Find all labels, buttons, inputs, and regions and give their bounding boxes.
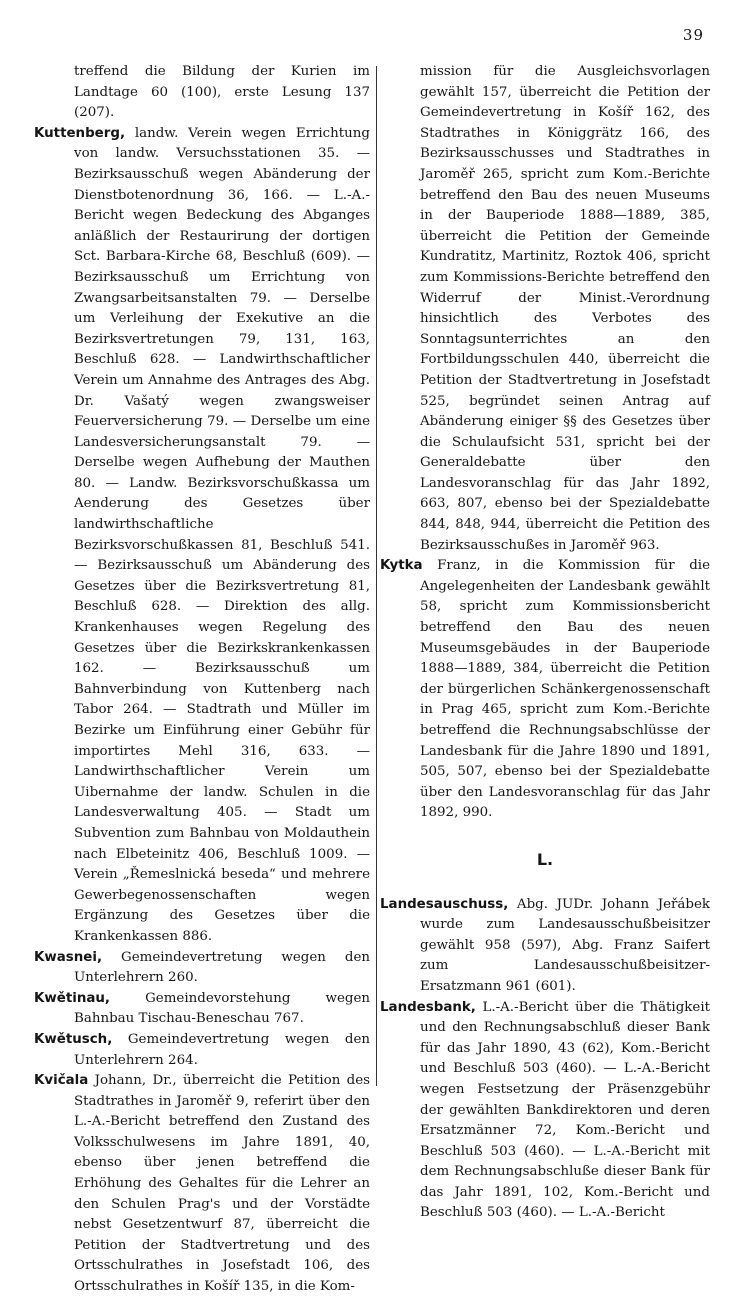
right-column: [380, 62, 710, 1224]
entry-keyword: Kuttenberg,: [34, 125, 126, 141]
index-entry: [34, 1030, 370, 1071]
entry-keyword: Kwětinau,: [34, 990, 111, 1006]
entry-keyword: Kytka: [380, 558, 423, 574]
index-entry: [34, 62, 370, 124]
entry-text: treffend die Bildung der Kurien im Landtage 60 (100), erste Lesung 137 (207).: [74, 64, 370, 121]
index-entry: [34, 948, 370, 989]
entry-text: Gemeindevertretung wegen den Unterlehrern 260.: [74, 949, 370, 986]
entry-text: Gemeindevorstehung wegen Bahnbau Tischau-Beneschau 767.: [74, 990, 370, 1027]
entry-keyword: Kvičala: [34, 1073, 89, 1089]
entry-text: Gemeindevertretung wegen den Unterlehrern 264.: [74, 1031, 370, 1068]
section-heading: L.: [536, 849, 554, 869]
page-number: 39: [682, 26, 704, 44]
entry-keyword: Kwasnei,: [34, 949, 103, 965]
left-column: [34, 62, 370, 1298]
index-entry: [34, 989, 370, 1030]
index-entry: [34, 124, 370, 948]
index-entry: [380, 895, 710, 998]
entry-text: L.-A.-Bericht über die Thätigkeit und den Rechnungsabschluß dieser Bank für das Jahr 1890, 43 (62), Kom.-Bericht und Beschluß 503 (460). — L.-A.-Bericht wegen Festsetzung der Präsenzgebühr der gewählten Bankdirektoren und deren Ersatzmänner 72, Kom.-Bericht und Beschluß 503 (460). — L.-A.-Bericht mit dem Rechnungsabschluße dieser Bank für das Jahr 1891, 102, Kom.-Bericht und Beschluß 503 (460). — L.-A.-Bericht: [420, 999, 710, 1221]
entry-keyword: Landesbank,: [380, 999, 476, 1015]
column-divider: [376, 66, 377, 1086]
entry-text: Franz, in die Kommission für die Angelegenheiten der Landesbank gewählt 58, spricht zum Kommissionsbericht betreffend den Bau des neuen Museumsgebäudes in der Bauperiode 1888—1889, 384, überreicht die Petition der bürgerlichen Schänkergenossenschaft in Prag 465, spricht zum Kom.-Berichte betreffend die Rechnungsabschlüsse der Landesbank für die Jahre 1890 und 1891, 505, 507, ebenso bei der Spezialdebatte über den Landesvoranschlag für das Jahr 1892, 990.: [420, 558, 710, 821]
entry-text: Johann, Dr., überreicht die Petition des Stadtrathes in Jaroměř 9, referirt über den L.-A.-Bericht betreffend den Zustand des Volksschulwesens im Jahre 1891, 40, ebenso über jenen betreffend die Erhöhung des Gehaltes für die Lehrer an den Schulen Prag's und der Vorstädte nebst Gesetzentwurf 87, überreicht die Petition der Stadtvertretung und des Ortsschulrathes in Josefstadt 106, des Ortsschulrathes in Košíř 135, in die Kom-: [74, 1073, 370, 1295]
entry-text: Abg. JUDr. Johann Jeřábek wurde zum Landesausschußbeisitzer gewählt 958 (597), Abg. Franz Saifert zum Landesausschußbeisitzer-Ersatzmann 961 (601).: [420, 896, 710, 994]
entry-keyword: Landesauschuss,: [380, 896, 509, 912]
index-entry: [34, 1071, 370, 1298]
index-entry: [380, 556, 710, 824]
index-entry: [380, 62, 710, 556]
entry-keyword: Kwětusch,: [34, 1031, 113, 1047]
entry-text: mission für die Ausgleichsvorlagen gewählt 157, überreicht die Petition der Gemeindevertretung in Košíř 162, des Stadtrathes in Königgrätz 166, des Bezirksausschusses und Stadtrathes in Jaroměř 265, spricht zum Kom.-Berichte betreffend den Bau des neuen Museums in der Bauperiode 1888—1889, 385, überreicht die Petition der Gemeinde Kundratitz, Martinitz, Roztok 406, spricht zum Kommissions-Berichte betreffend den Widerruf der Minist.-Verordnung hinsichtlich des Verbotes des Sonntagsunterrichtes an den Fortbildungsschulen 440, überreicht die Petition der Stadtvertretung in Josefstadt 525, begründet seinen Antrag auf Abänderung einiger §§ des Gesetzes über die Schulaufsicht 531, spricht bei der Generaldebatte über den Landesvoranschlag für das Jahr 1892, 663, 807, ebenso bei der Spezialdebatte 844, 848, 944, überreicht die Petition des Bezirksausschußes in Jaroměř 963.: [420, 64, 710, 553]
entry-text: landw. Verein wegen Errichtung von landw. Versuchsstationen 35. — Bezirksausschuß wegen Abänderung der Dienstbotenordnung 36, 166. — L.-A.-Bericht wegen Bedeckung des Abganges anläßlich der Restaurirung der dortigen Sct. Barbara-Kirche 68, Beschluß (609). — Bezirksausschuß um Errichtung von Zwangsarbeitsanstalten 79. — Derselbe um Verleihung der Exekutive an die Bezirksvertretungen 79, 131, 163, Beschluß 628. — Landwirthschaftlicher Verein um Annahme des Antrages des Abg. Dr. Vašatý wegen zwangsweiser Feuerversicherung 79. — Derselbe um eine Landesversicherungsanstalt 79. — Derselbe wegen Aufhebung der Mauthen 80. — Landw. Bezirksvorschußkassa um Aenderung des Gesetzes über landwirthschaftliche Bezirksvorschußkassen 81, Beschluß 541. — Bezirksausschuß um Abänderung des Gesetzes über die Bezirksvertretung 81, Beschluß 628. — Direktion des allg. Krankenhauses wegen Regelung des Gesetzes über die Bezirkskrankenkassen 162. — Bezirksausschuß um Bahnverbindung von Kuttenberg nach Tabor 264. — Stadtrath und Müller im Bezirke um Einführung einer Gebühr für importirtes Mehl 316, 633. — Landwirthschaftlicher Verein um Uibernahme der landw. Schulen in die Landesverwaltung 405. — Stadt um Subvention zum Bahnbau von Moldauthein nach Elbeteinitz 406, Beschluß 1009. — Verein „Řemeslnická beseda“ und mehrere Gewerbegenossenschaften wegen Ergänzung des Gesetzes über die Krankenkassen 886.: [74, 125, 370, 944]
index-entry: [380, 998, 710, 1225]
